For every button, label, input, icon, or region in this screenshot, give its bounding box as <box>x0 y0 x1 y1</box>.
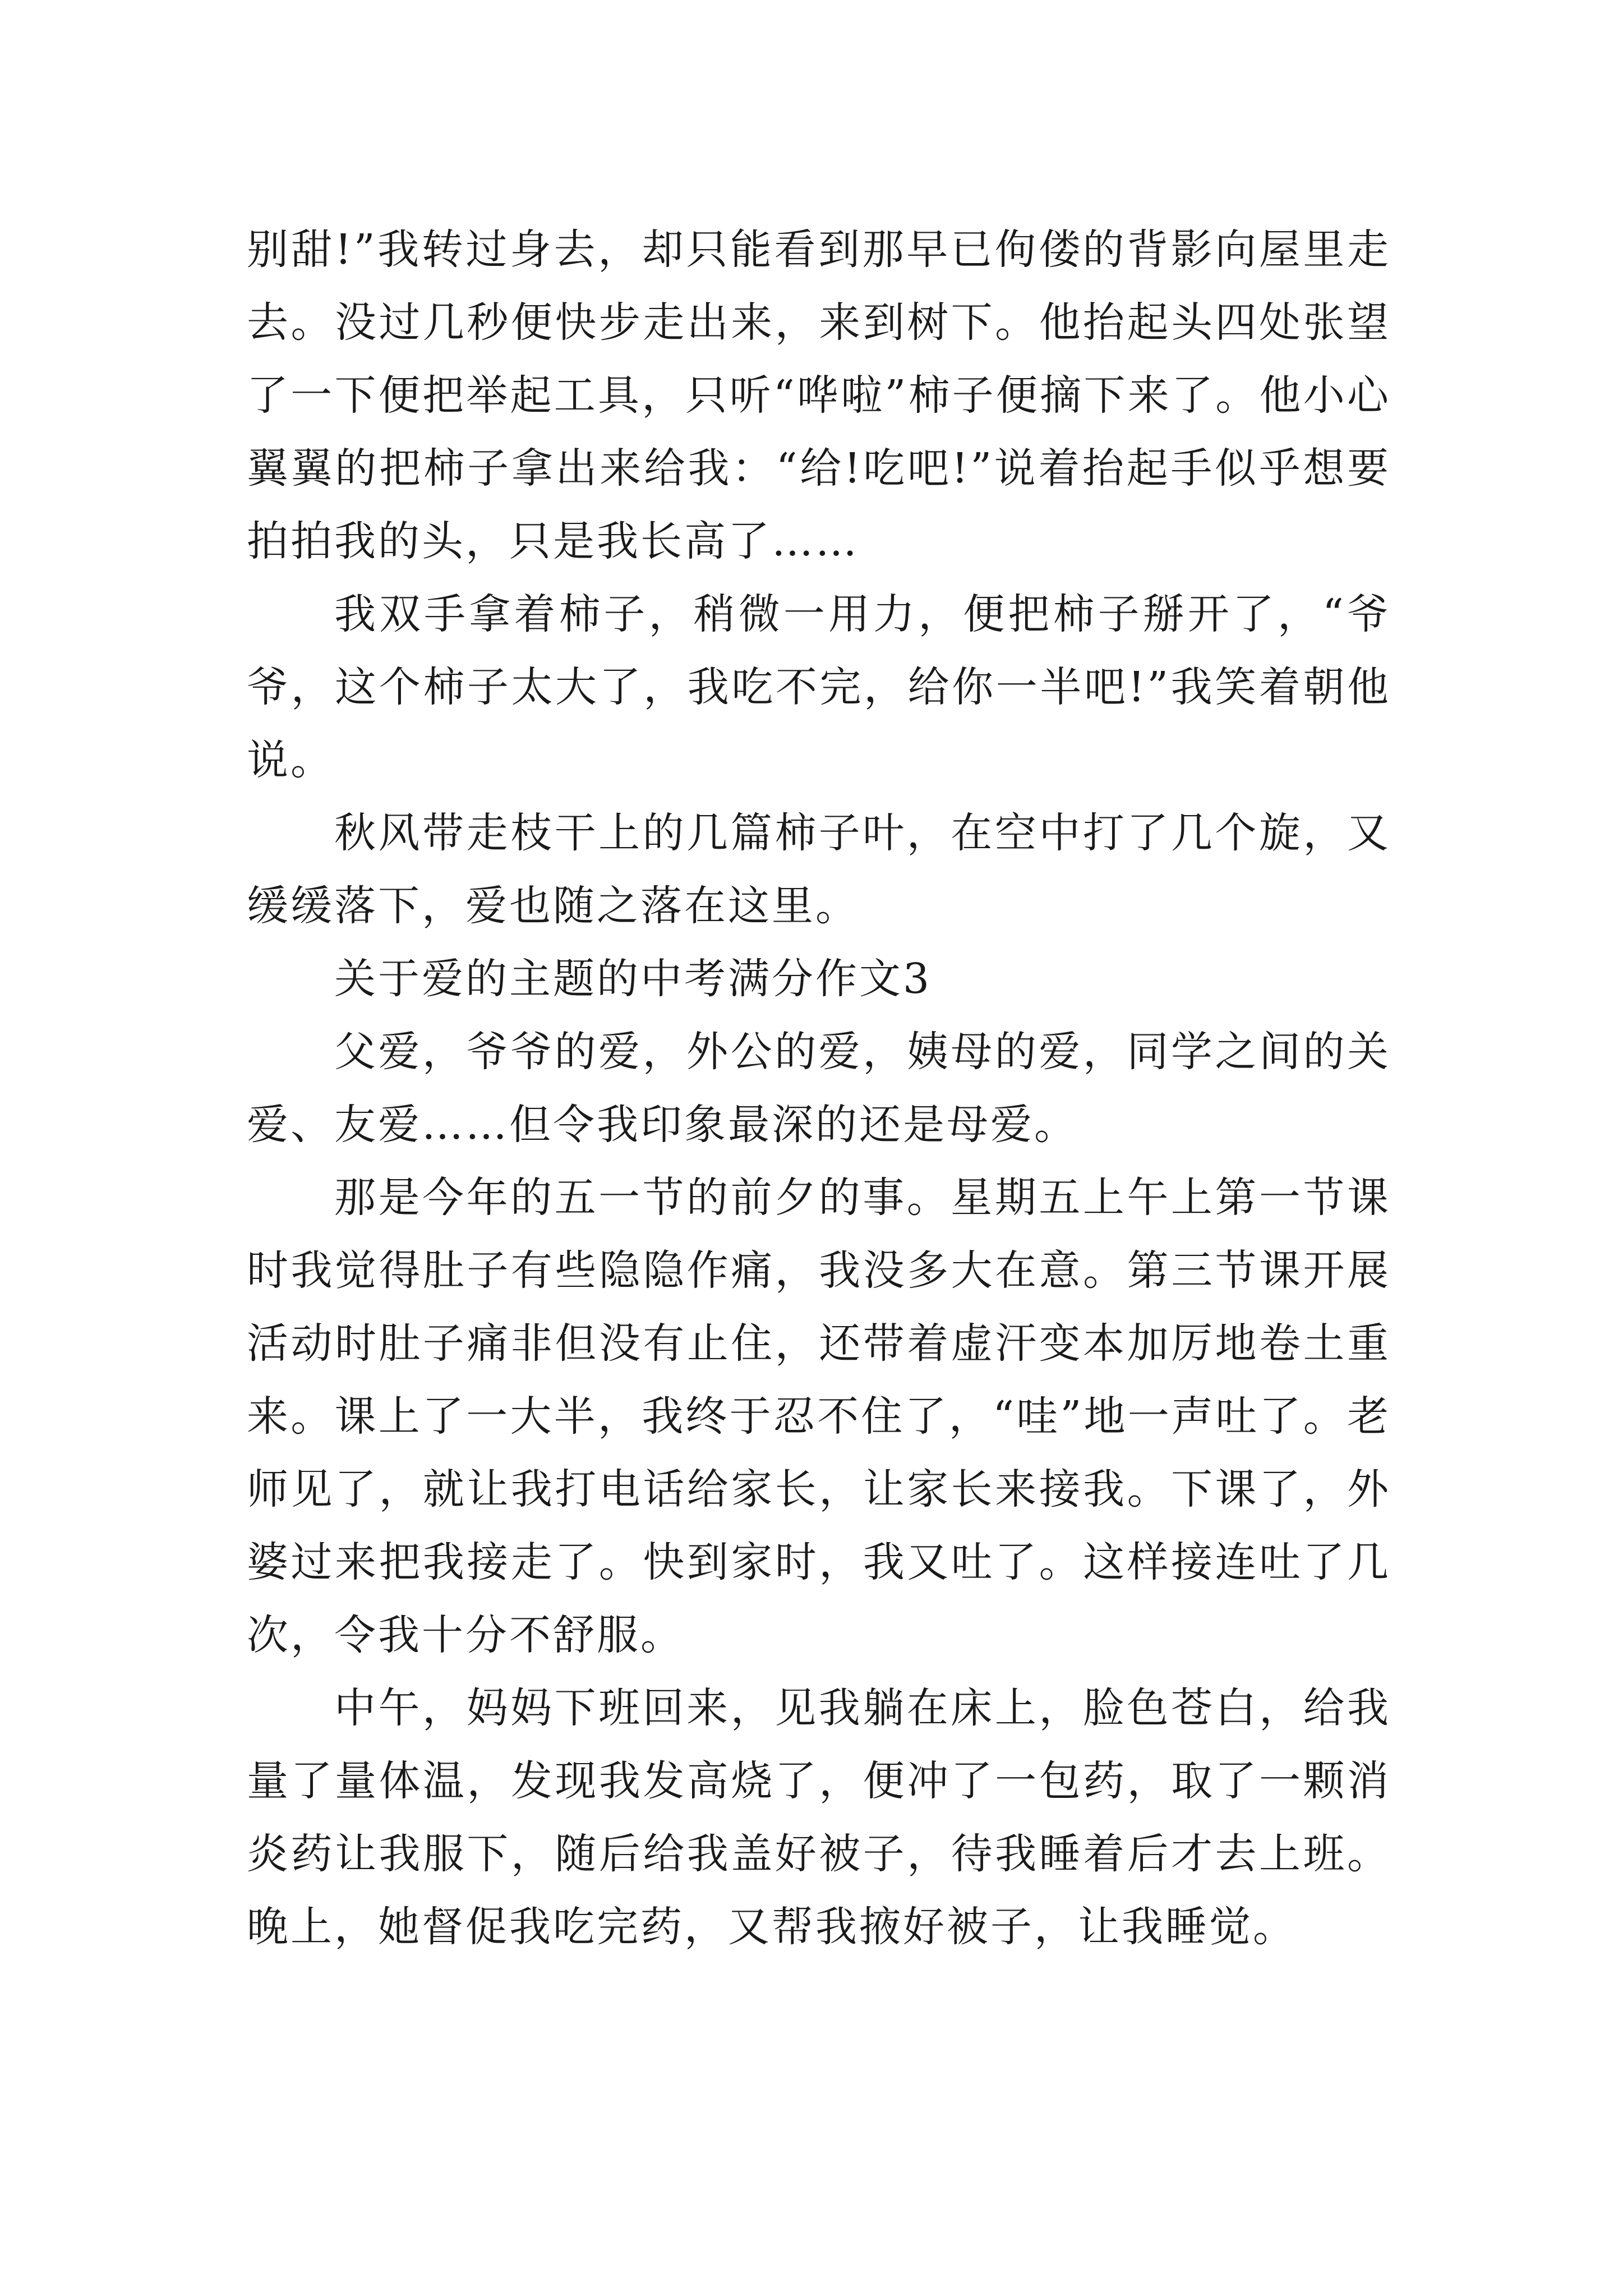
essay-heading: 关于爱的主题的中考满分作文3 <box>334 955 932 1003</box>
paragraph-autumn-wind: 秋风带走枝干上的几篇柿子叶，在空中打了几个旋，又缓缓落下，爱也随之落在这里。 <box>247 809 1391 930</box>
essay-body <box>247 213 1391 1963</box>
paragraph-kinds-of-love: 父爱，爷爷的爱，外公的爱，姨母的爱，同学之间的关爱、友爱……但令我印象最深的还是母爱。 <box>247 1028 1391 1149</box>
paragraph-split-persimmon: 我双手拿着柿子，稍微一用力，便把柿子掰开了，“爷爷，这个柿子太大了，我吃不完，给你一半吧!”我笑着朝他说。 <box>247 590 1391 784</box>
paragraph-continued: 别甜!”我转过身去，却只能看到那早已佝偻的背影向屋里走去。没过几秒便快步走出来，来到树下。他抬起头四处张望了一下便把举起工具，只听“哗啦”柿子便摘下来了。他小心翼翼的把柿子拿出来给我：“给!吃吧!”说着抬起手似乎想要拍拍我的头，只是我长高了…… <box>247 226 1391 565</box>
paragraph-stomachache: 那是今年的五一节的前夕的事。星期五上午上第一节课时我觉得肚子有些隐隐作痛，我没多大在意。第三节课开展活动时肚子痛非但没有止住，还带着虚汗变本加厉地卷土重来。课上了一大半，我终于忍不住了，“哇”地一声吐了。老师见了，就让我打电话给家长，让家长来接我。下课了，外婆过来把我接走了。快到家时，我又吐了。这样接连吐了几次，令我十分不舒服。 <box>247 1174 1391 1659</box>
paragraph-mother-care: 中午，妈妈下班回来，见我躺在床上，脸色苍白，给我量了量体温，发现我发高烧了，便冲了一包药，取了一颗消炎药让我服下，随后给我盖好被子，待我睡着后才去上班。晚上，她督促我吃完药，又帮我掖好被子，让我睡觉。 <box>247 1684 1391 1951</box>
